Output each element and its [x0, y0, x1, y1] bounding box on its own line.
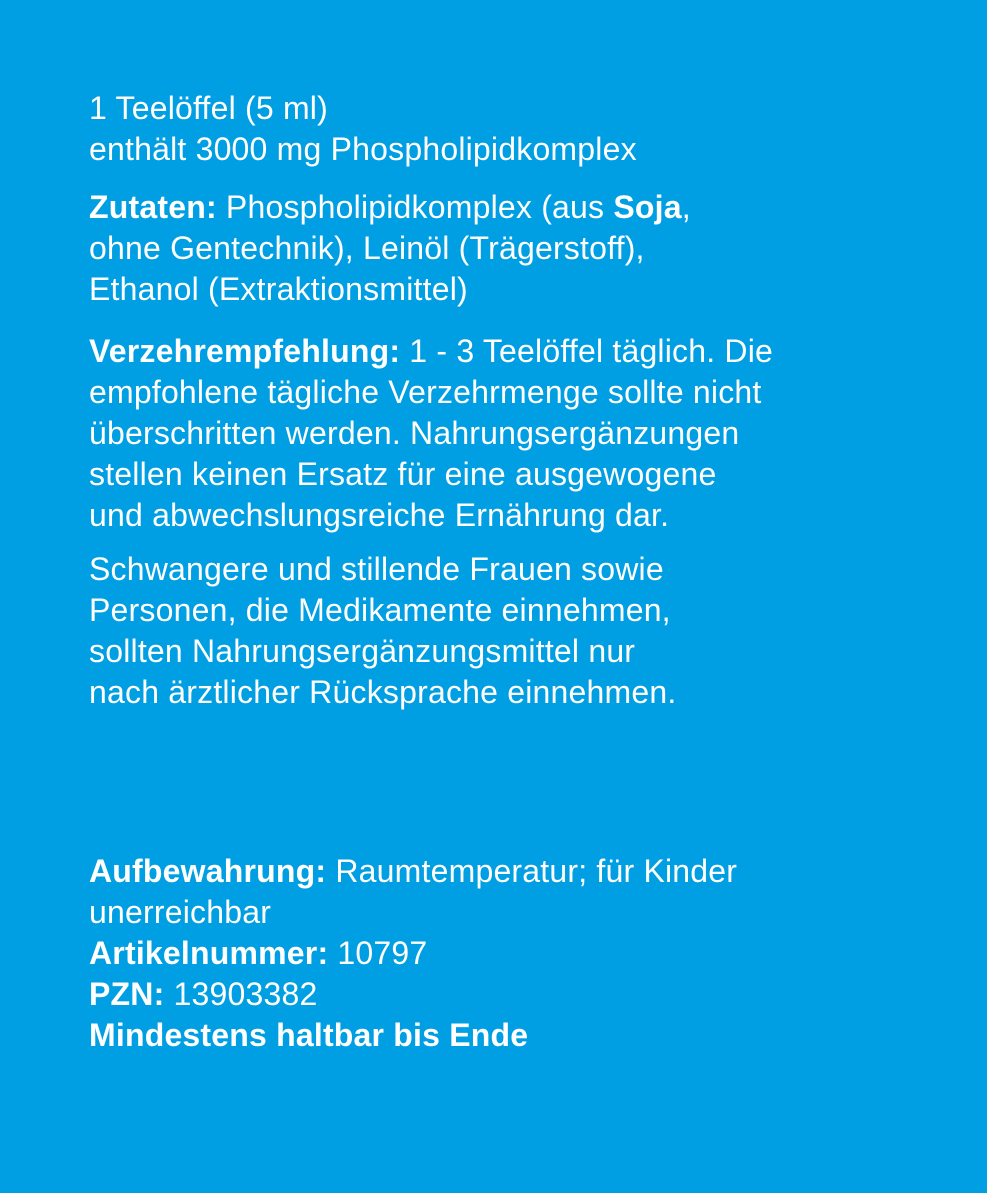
warning-line-2: Personen, die Medikamente einnehmen,: [89, 592, 671, 628]
storage-line-2: unerreichbar: [89, 894, 272, 930]
storage-text-1: Raumtemperatur; für Kinder: [326, 853, 738, 889]
warning-section: [89, 549, 969, 713]
ingredients-text-1a: Phospholipidkomplex (aus: [216, 189, 614, 225]
article-number: [89, 933, 969, 974]
storage-section: [89, 851, 969, 1056]
recommendation-line-4: stellen keinen Ersatz für eine ausgewogene: [89, 456, 717, 492]
recommendation-line-5: und abwechslungsreiche Ernährung dar.: [89, 497, 670, 533]
warning-line-4: nach ärztlicher Rücksprache einnehmen.: [89, 674, 677, 710]
recommendation-line-1: [89, 331, 969, 372]
recommendation-line-3: überschritten werden. Nahrungsergänzungen: [89, 415, 740, 451]
recommendation-label: Verzehrempfehlung:: [89, 333, 401, 369]
dosage-line-2: enthält 3000 mg Phospholipidkomplex: [89, 131, 637, 167]
ingredients-text-1b: ,: [681, 189, 691, 225]
ingredients-label: Zutaten:: [89, 189, 217, 225]
ingredients-line-3: Ethanol (Extraktionsmittel): [89, 271, 468, 307]
warning-line-3: sollten Nahrungsergänzungsmittel nur: [89, 633, 636, 669]
ingredients-line-2: ohne Gentechnik), Leinöl (Trägerstoff),: [89, 230, 645, 266]
ingredients-line-1: [89, 187, 969, 228]
warning-line-1: Schwangere und stillende Frauen sowie: [89, 551, 664, 587]
pzn-value: 13903382: [164, 976, 318, 1012]
recommendation-section: [89, 331, 969, 536]
storage-line-1: [89, 851, 969, 892]
recommendation-line-2: empfohlene tägliche Verzehrmenge sollte nicht: [89, 374, 762, 410]
pzn: [89, 974, 969, 1015]
dosage-info: [89, 88, 969, 170]
article-number-label: Artikelnummer:: [89, 935, 329, 971]
dosage-line-1: 1 Teelöffel (5 ml): [89, 90, 328, 126]
ingredients-section: [89, 187, 969, 310]
allergen-soja: Soja: [613, 189, 682, 225]
recommendation-text-1: 1 - 3 Teelöffel täglich. Die: [400, 333, 774, 369]
article-number-value: 10797: [328, 935, 428, 971]
best-before-label: Mindestens haltbar bis Ende: [89, 1017, 529, 1053]
pzn-label: PZN:: [89, 976, 165, 1012]
storage-label: Aufbewahrung:: [89, 853, 327, 889]
